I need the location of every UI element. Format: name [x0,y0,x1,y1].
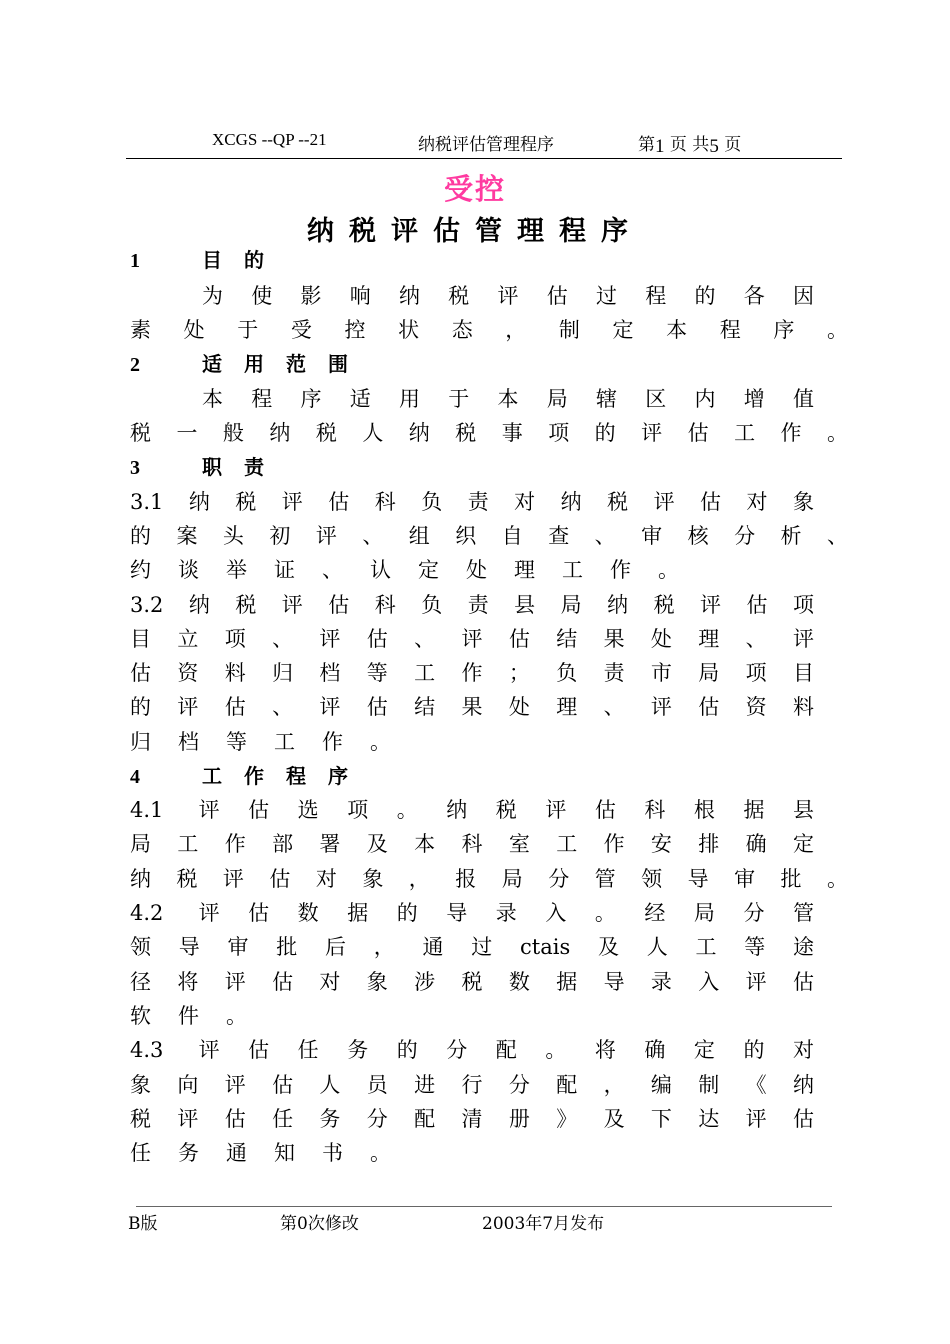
body-line: 局工作部署及本科室工作安排确定 [130,832,814,856]
section-title: 工作程序 [202,764,370,788]
body-line: 约谈举证、认定处理工作。 [130,558,706,582]
body-line: 的案头初评、组织自查、审核分析、 [130,524,848,548]
body-line: 的评估、评估结果处理、评估资料 [130,695,814,719]
section-heading-4 [130,760,370,792]
footer-release-date: 2003年7月发布 [482,1214,605,1234]
section-title: 职责 [202,455,286,479]
body-line: 4.2 评估数据的导录入。经局分管 [130,901,814,925]
header-doc-code: XCGS --QP --21 [212,130,327,149]
page-mid: 页 共 [669,135,710,155]
header-page-info [638,130,741,156]
footer-version: B版 [128,1214,158,1234]
header-doc-title: 纳税评估管理程序 [418,135,554,155]
body-line: 估资料归档等工作；负责市局项目 [130,661,814,685]
section-heading-2 [130,348,370,380]
body-line: 3.1纳税评估科负责对纳税评估对象 [130,490,814,514]
header-rule [126,158,842,159]
body-line: 象向评估人员进行分配，编制《纳 [130,1073,814,1097]
page-total: 5 [709,136,719,157]
page-number: 1 [655,136,665,157]
controlled-stamp: 受控 [443,172,506,206]
page-suffix: 页 [724,135,742,155]
section-title: 适用范围 [202,352,370,376]
section-number: 2 [130,354,140,376]
body-line: 素处于受控状态，制定本程序。 [130,318,848,342]
footer-revision: 第0次修改 [280,1214,359,1234]
section-number: 1 [130,250,140,272]
body-line: 目立项、评估、评估结果处理、评 [130,627,814,651]
body-line: 4.3 评估任务的分配。将确定的对 [130,1038,814,1062]
document-title: 纳税评估管理程序 [307,216,643,247]
body-line: 纳税评估对象，报局分管领导审批。 [130,867,848,891]
section-title: 目的 [202,248,286,272]
body-line: 任务通知书。 [130,1141,418,1165]
section-heading-1 [130,244,286,276]
body-line: 软件。 [130,1004,274,1028]
section-number: 3 [130,457,140,479]
body-line: 归档等工作。 [130,730,418,754]
section-number: 4 [130,766,140,788]
body-line: 4.1 评估选项。纳税评估科根据县 [130,798,814,822]
body-line: 本程序适用于本局辖区内增值 [202,387,814,411]
body-line: 3.2纳税评估科负责县局纳税评估项 [130,593,814,617]
section-heading-3 [130,451,286,483]
body-line: 领导审批后，通过ctais及人工等途 [130,935,814,959]
body-line: 税一般纳税人纳税事项的评估工作。 [130,421,848,445]
page-prefix: 第 [638,135,655,155]
body-line: 税评估任务分配清册》及下达评估 [130,1107,814,1131]
footer-rule [136,1206,832,1207]
body-line: 径将评估对象涉税数据导录入评估 [130,970,814,994]
body-line: 为使影响纳税评估过程的各因 [202,284,814,308]
